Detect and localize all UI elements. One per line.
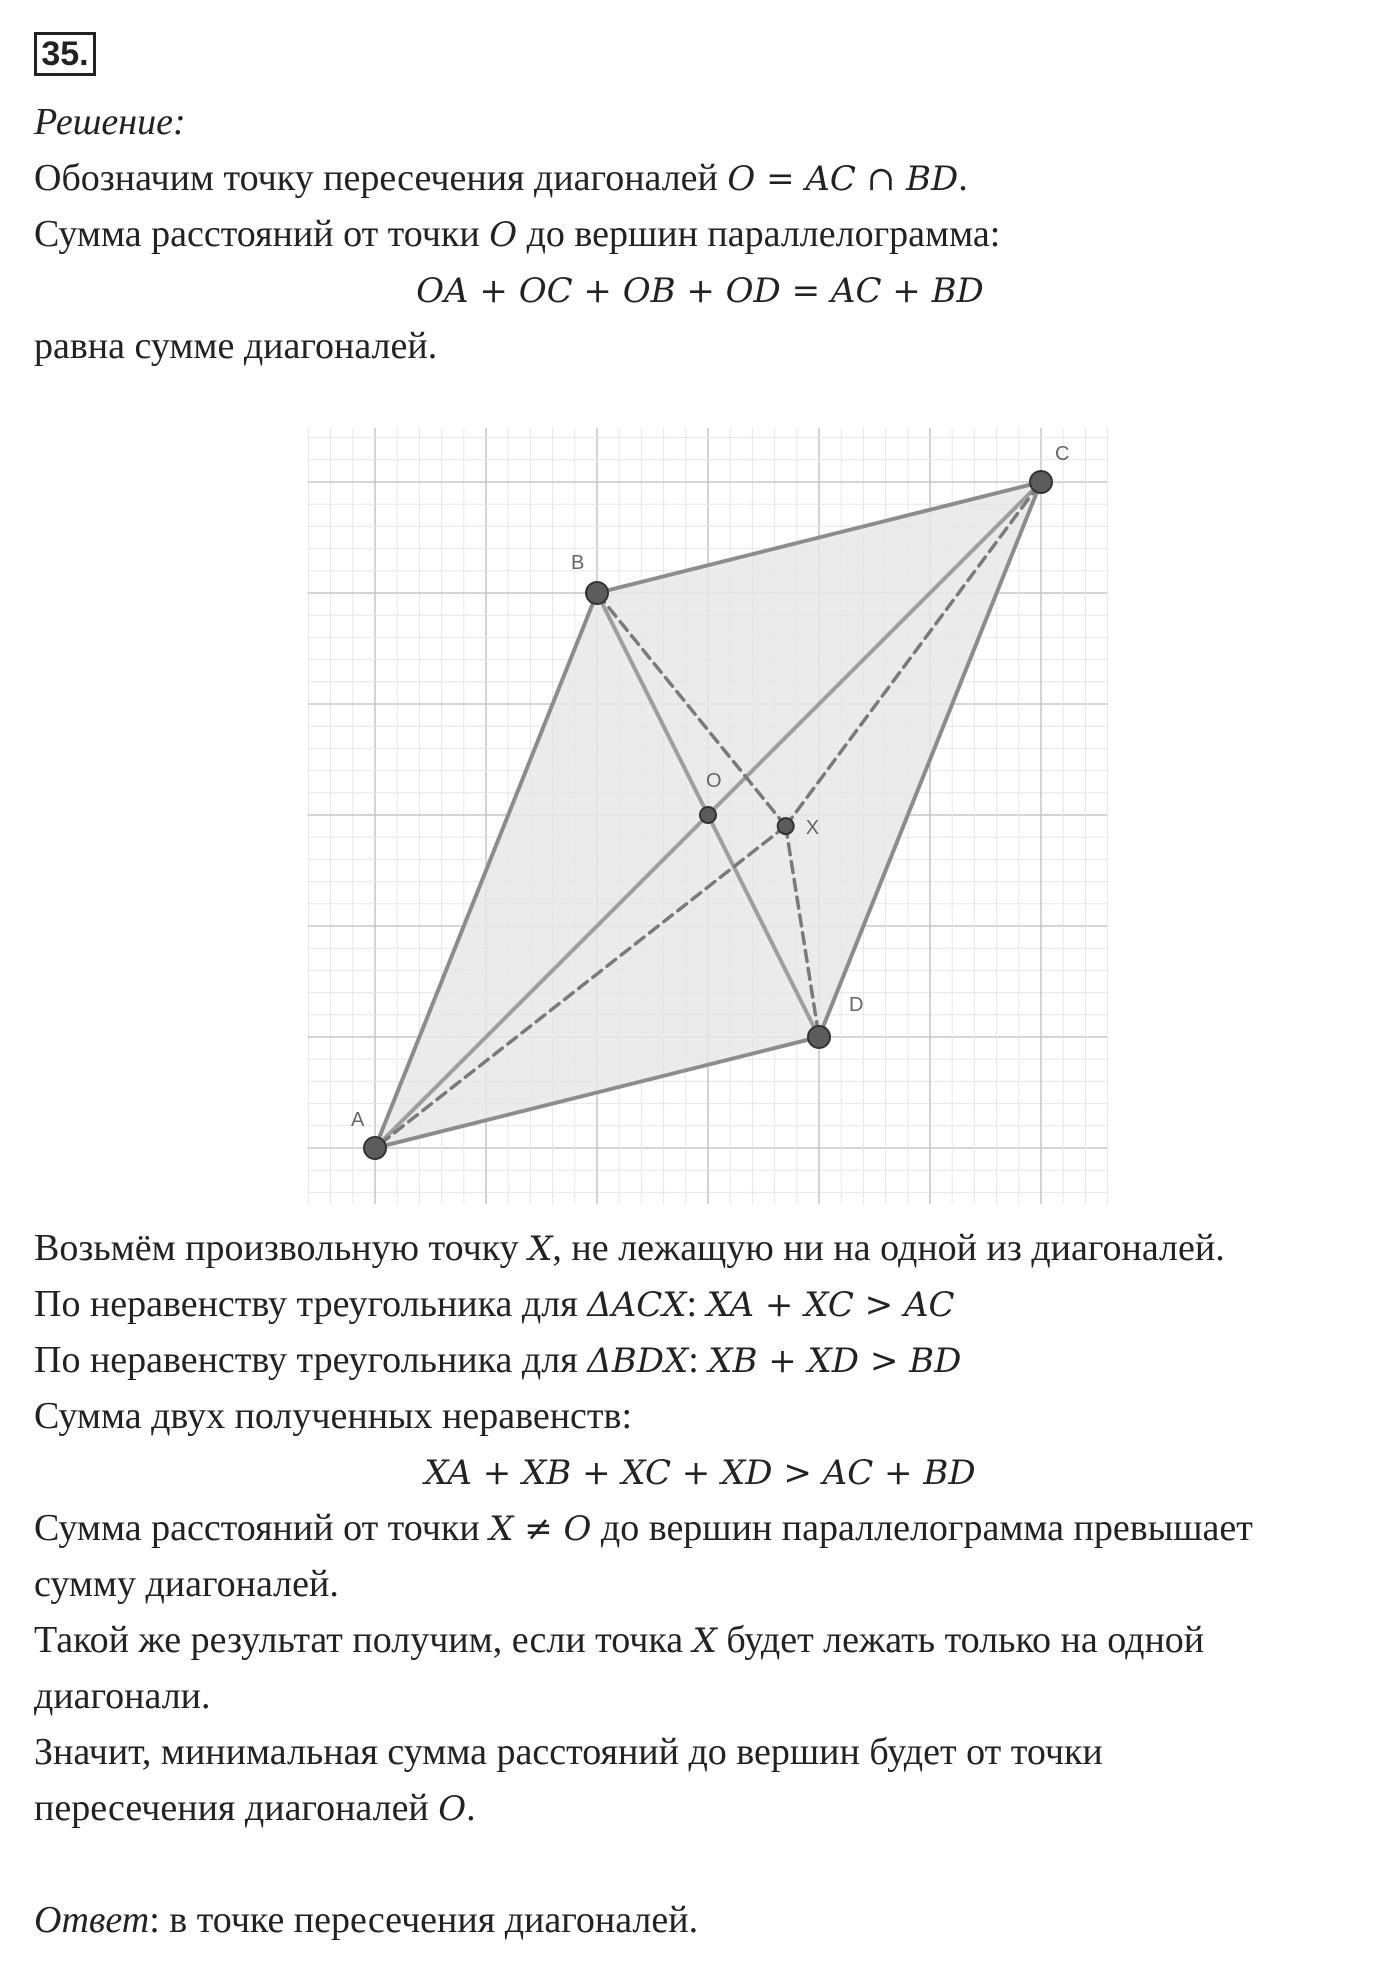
text-line: Возьмём произвольную точку X, не лежащую ни на одной из диагоналей. xyxy=(34,1227,1225,1269)
point-D xyxy=(808,1026,830,1048)
math-expression: X xyxy=(692,1621,717,1661)
math-expression: O xyxy=(489,215,518,255)
point-label-D: D xyxy=(849,994,864,1016)
point-label-X: X xyxy=(805,817,820,840)
point-O xyxy=(700,807,716,823)
point-label-B: B xyxy=(571,552,585,574)
solution-label: Решение xyxy=(34,101,173,143)
problem-number: 35. xyxy=(34,32,96,76)
math-expression: X ≠ O xyxy=(489,1509,592,1549)
point-C xyxy=(1030,471,1052,493)
text-line: пересечения диагоналей O. xyxy=(34,1787,476,1829)
answer-text: в точке пересечения диагоналей. xyxy=(159,1899,699,1941)
text-line: Сумма расстояний от точки O до вершин параллелограмма: xyxy=(34,213,1001,255)
math-expression: X xyxy=(528,1229,553,1269)
point-label-A: A xyxy=(351,1109,365,1131)
text-line: Такой же результат получим, если точка X будет лежать только на одной xyxy=(34,1619,1205,1661)
text-line: Сумма двух полученных неравенств: xyxy=(34,1395,633,1437)
text-line: По неравенству треугольника для ΔBDX: XB + XD > BD xyxy=(34,1339,962,1381)
math-expression: ΔACX xyxy=(587,1285,687,1325)
point-label-C: C xyxy=(1055,443,1070,465)
math-expression: ΔBDX xyxy=(587,1341,689,1381)
equation: OA + OC + OB + OD = AC + BD xyxy=(416,271,984,311)
point-X xyxy=(778,818,794,834)
parallelogram-figure xyxy=(308,428,1108,1204)
math-expression: O = AC ∩ BD xyxy=(727,159,959,199)
text-line: Обозначим точку пересечения диагоналей O = AC ∩ BD. xyxy=(34,157,968,199)
equation: XA + XB + XC + XD > AC + BD xyxy=(424,1453,976,1493)
point-label-O: O xyxy=(706,770,722,792)
text-line: сумму диагоналей. xyxy=(34,1563,339,1605)
point-A xyxy=(364,1137,386,1159)
math-expression: XB + XD > BD xyxy=(708,1341,962,1381)
math-expression: XA + XC > AC xyxy=(706,1285,955,1325)
answer-line: Ответ: в точке пересечения диагоналей. xyxy=(34,1899,699,1941)
answer-label: Ответ xyxy=(34,1899,150,1941)
math-expression: O xyxy=(438,1789,467,1829)
point-B xyxy=(586,582,608,604)
solution-heading: Решение: xyxy=(34,101,186,143)
text-line: Значит, минимальная сумма расстояний до вершин будет от точки xyxy=(34,1731,1103,1773)
text-line: диагонали. xyxy=(34,1675,211,1717)
text-line: По неравенству треугольника для ΔACX: XA + XC > AC xyxy=(34,1283,955,1325)
text-line: Сумма расстояний от точки X ≠ O до вершин параллелограмма превышает xyxy=(34,1507,1253,1549)
text-line: равна сумме диагоналей. xyxy=(34,325,438,367)
